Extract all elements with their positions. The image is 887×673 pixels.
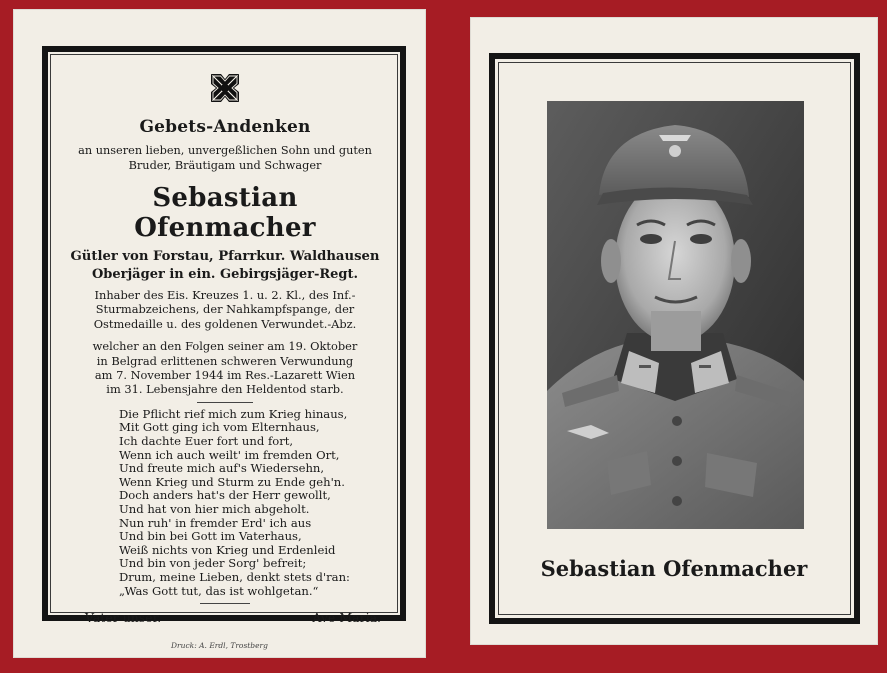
card-title: Gebets-Andenken — [139, 117, 311, 137]
deceased-name: Sebastian Ofenmacher — [134, 183, 316, 243]
intro-line: Bruder, Bräutigam und Schwager — [128, 159, 322, 172]
poem-line: Wenn ich auch weilt' im fremden Ort, — [119, 447, 340, 462]
poem-line: Die Pflicht rief mich zum Krieg hinaus, — [119, 406, 348, 421]
poem-line: Wenn Krieg und Sturm zu Ende geh'n. — [119, 474, 345, 489]
poem — [119, 408, 393, 598]
soldier-portrait-photo — [547, 101, 804, 529]
death-line: welcher an den Folgen seiner am 19. Oktober — [92, 339, 358, 354]
death-line: im 31. Lebensjahre den Heldentod starb. — [106, 382, 344, 397]
poem-line: Doch anders hat's der Herr gewollt, — [119, 488, 331, 503]
awards-line: Sturmabzeichens, der Nahkampfspange, der — [95, 302, 355, 317]
death-line: am 7. November 1944 im Res.-Lazarett Wien — [94, 368, 356, 383]
intro-line: an unseren lieben, unvergeßlichen Sohn und guten — [78, 144, 372, 157]
memorial-card-photo-side — [470, 17, 878, 645]
poem-line: Und hat von hier mich abgeholt. — [119, 502, 310, 516]
occupation-line: Gütler von Forstau, Pfarrkur. Waldhausen — [70, 249, 380, 264]
poem-line: Und freute mich auf's Wiedersehn, — [119, 461, 325, 476]
deceased-name-caption: Sebastian Ofenmacher — [540, 556, 808, 581]
poem-line: Weiß nichts von Krieg und Erdenleid — [119, 542, 336, 557]
divider — [200, 603, 250, 604]
poem-line: Drum, meine Lieben, denkt stets d'ran: — [119, 569, 350, 584]
memorial-card-text-side — [13, 9, 426, 658]
divider — [197, 402, 253, 403]
poem-line: Und bin bei Gott im Vaterhaus, — [119, 529, 302, 544]
memorial-text-block — [57, 69, 393, 625]
prayer-left: Vater unser. — [85, 610, 162, 626]
poem-line: Ich dachte Euer fort und fort, — [119, 434, 294, 449]
awards-line: Ostmedaille u. des goldenen Verwundet.-Abz. — [93, 316, 357, 331]
prayer-right: Ave Maria. — [312, 610, 381, 626]
awards-block — [57, 288, 393, 331]
poem-line: Nun ruh' in fremder Erd' ich aus — [119, 515, 312, 530]
prayer-row — [57, 610, 393, 625]
poem-line: Und bin von jeder Sorg' befreit; — [119, 556, 307, 571]
death-line: in Belgrad erlittenen schweren Verwundung — [96, 353, 354, 368]
awards-line: Inhaber des Eis. Kreuzes 1. u. 2. Kl., des Inf.- — [94, 288, 356, 302]
iron-cross-icon — [208, 71, 242, 105]
poem-line: „Was Gott tut, das ist wohlgetan.“ — [119, 583, 319, 598]
poem-line: Mit Gott ging ich vom Elternhaus, — [119, 420, 320, 435]
printer-imprint: Druck: A. Erdl, Trostberg — [171, 641, 268, 650]
rank-line: Oberjäger in ein. Gebirgsjäger-Regt. — [91, 267, 359, 282]
death-block — [57, 339, 393, 397]
